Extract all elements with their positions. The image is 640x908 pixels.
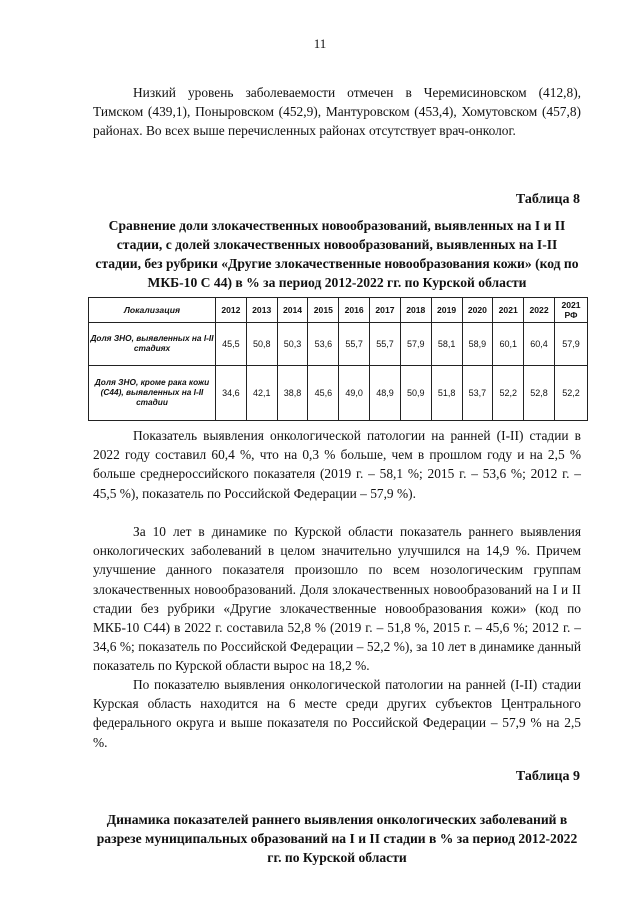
row-label: Доля ЗНО, кроме рака кожи (С44), выявленных на I-II стадии	[89, 366, 216, 421]
table-cell: 57,9	[555, 323, 588, 366]
paragraph-cfo-rank: По показателю выявления онкологической патологии на ранней (I-II) стадии Курская область находится на 6 месте среди других субъектов Центрального федерального округа и выше показателя по Российской Федерации – 57,9 % на 2,5 %.	[93, 677, 581, 750]
table-cell: 52,8	[524, 366, 555, 421]
table-9-caption: Таблица 9	[515, 769, 580, 784]
header-year-rf: 2021 РФ	[555, 298, 588, 323]
table-cell: 51,8	[431, 366, 462, 421]
table-row	[89, 366, 588, 421]
table-cell: 45,6	[308, 366, 339, 421]
header-year: 2013	[246, 298, 277, 323]
header-year: 2022	[524, 298, 555, 323]
table-8-caption: Таблица 8	[515, 192, 580, 207]
header-year: 2016	[339, 298, 370, 323]
header-year: 2012	[216, 298, 247, 323]
header-year: 2014	[277, 298, 308, 323]
table-cell: 48,9	[370, 366, 401, 421]
header-year: 2021	[493, 298, 524, 323]
row-label: Доля ЗНО, выявленных на I-II стадиях	[89, 323, 216, 366]
header-year: 2017	[370, 298, 401, 323]
table-cell: 34,6	[216, 366, 247, 421]
header-year: 2019	[431, 298, 462, 323]
table-cell: 38,8	[277, 366, 308, 421]
table-cell: 52,2	[493, 366, 524, 421]
paragraph-early-detection: Показатель выявления онкологической патологии на ранней (I-II) стадии в 2022 году составил 60,4 %, что на 0,3 % больше, чем в прошлом году и на 2,5 % больше среднероссийского показателя (2019 г. – 58,1 %; 2015 г. – 53,6 %; 2012 г. – 45,5 %), показатель по Российской Федерации – 57,9 %).	[93, 428, 581, 501]
table-8	[88, 297, 588, 421]
table-cell: 58,1	[431, 323, 462, 366]
page-number: 11	[313, 36, 327, 51]
table-cell: 57,9	[400, 323, 431, 366]
table-cell: 55,7	[339, 323, 370, 366]
table-cell: 60,1	[493, 323, 524, 366]
table-header-row	[89, 298, 588, 323]
table-cell: 50,9	[400, 366, 431, 421]
table-cell: 58,9	[462, 323, 493, 366]
table-cell: 60,4	[524, 323, 555, 366]
table-cell: 53,7	[462, 366, 493, 421]
header-localization: Локализация	[89, 298, 216, 323]
paragraph-ten-year-dynamics: За 10 лет в динамике по Курской области показатель раннего выявления онкологических заболеваний в целом значительно улучшился на 14,9 %. Причем улучшение данного показателя произошло по всем нозологическим группам злокачественных новообразований. Доля злокачественных новообразований на I и II стадии без рубрики «Другие злокачественные новообразования кожи» (код по МКБ-10 С44) в 2022 г. составила 52,8 % (2019 г. – 51,8 %, 2015 г. – 45,6 %; 2012 г. – 34,6 %; показатель по Российской Федерации – 52,2 %), за 10 лет в динамике данный показатель по Курской области вырос на 18,2 %.	[93, 524, 581, 674]
table-8-title: Сравнение доли злокачественных новообразований, выявленных на I и II стадии, с долей злокачественных новообразований, выявленных на I-II стадии, без рубрики «Другие злокачественные новообразования кожи» (код по МКБ-10 С 44) в % за период 2012-2022 гг. по Курской области	[95, 218, 579, 290]
table-cell: 53,6	[308, 323, 339, 366]
table-cell: 50,3	[277, 323, 308, 366]
header-year: 2015	[308, 298, 339, 323]
paragraph-low-incidence: Низкий уровень заболеваемости отмечен в Черемисиновском (412,8), Тимском (439,1), Поныровском (452,9), Мантуровском (453,4), Хомутовском (457,8) районах. Во всех выше перечисленных районах отсутствует врач-онколог.	[93, 85, 581, 139]
table-9-title: Динамика показателей раннего выявления онкологических заболеваний в разрезе муниципальных образований на I и II стадии в % за период 2012-2022 гг. по Курской области	[96, 812, 578, 865]
header-year: 2020	[462, 298, 493, 323]
table-cell: 55,7	[370, 323, 401, 366]
table-cell: 50,8	[246, 323, 277, 366]
table-cell: 49,0	[339, 366, 370, 421]
table-row	[89, 323, 588, 366]
header-year: 2018	[400, 298, 431, 323]
table-cell: 52,2	[555, 366, 588, 421]
table-cell: 45,5	[216, 323, 247, 366]
table-cell: 42,1	[246, 366, 277, 421]
